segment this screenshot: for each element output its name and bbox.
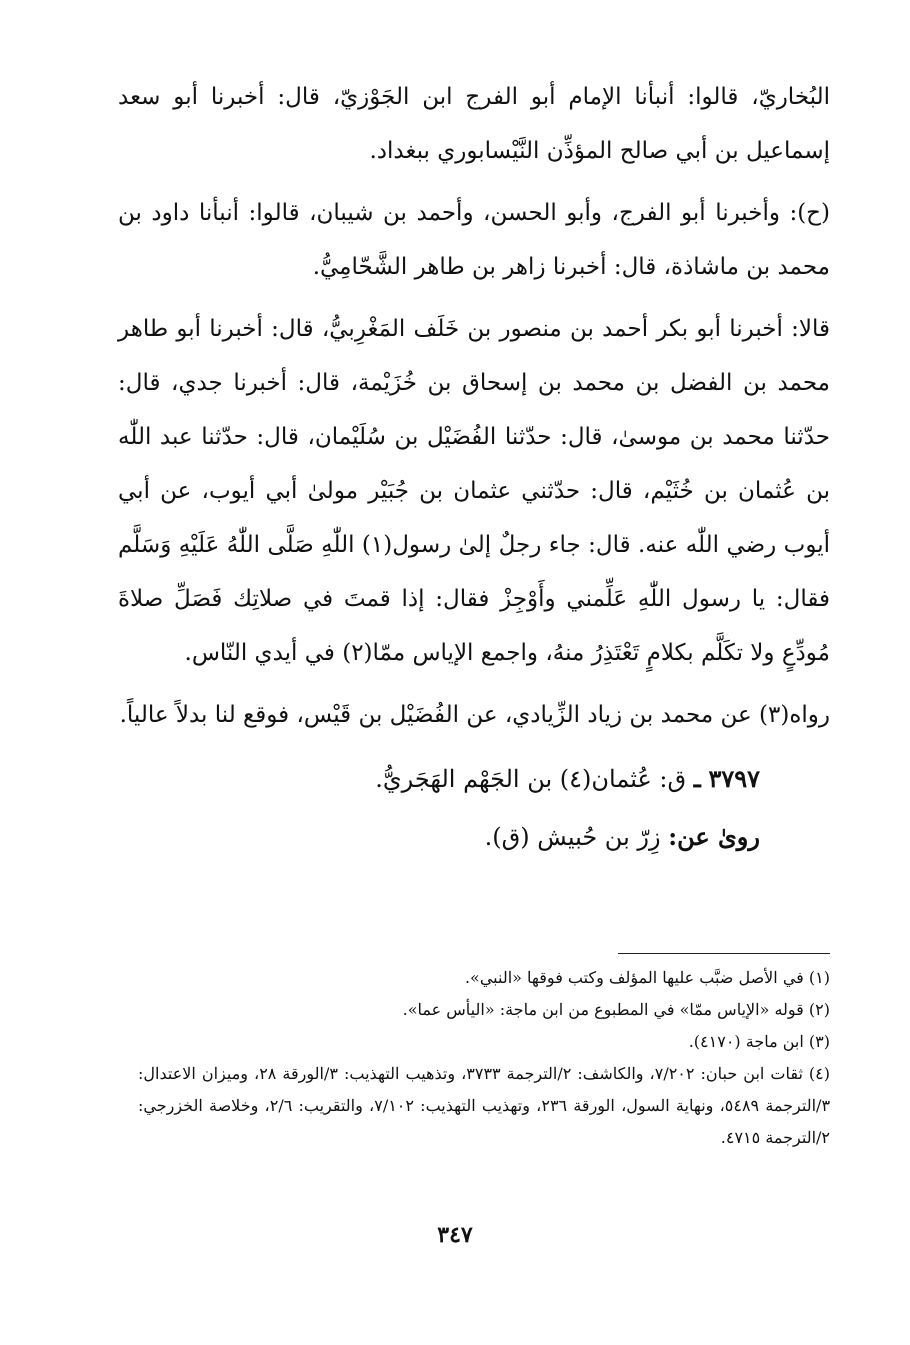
entry-narrated-from (118, 808, 760, 866)
footnote-1: (١) في الأصل ضبَّب عليها المؤلف وكتب فوقها «النبي». (464, 968, 830, 987)
narrated-value: زِرّ بن حُبيش (ق). (484, 823, 661, 851)
page-body (118, 70, 830, 866)
footnote-2: (٢) قوله «الإياس ممّا» في المطبوع من ابن ماجة: «اليأس عما». (402, 1000, 830, 1019)
paragraph-1: البُخاريّ، قالوا: أنبأنا الإمام أبو الفرج ابن الجَوْزيّ، قال: أخبرنا أبو سعد إسماعيل بن أبي صالح المؤذِّن النَّيْسابوري ببغداد. (118, 84, 830, 164)
footnote-divider (618, 953, 830, 954)
footnote-3: (٣) ابن ماجة (٤١٧٠). (688, 1032, 830, 1051)
footnotes (138, 962, 830, 1154)
entry-number: ٣٧٩٧ (708, 764, 760, 793)
paragraph-4: رواه(٣) عن محمد بن زياد الزِّيادي، عن الفُضَيْل بن قَيْس، فوقع لنا بدلاً عالياً. (119, 702, 830, 728)
entry-heading (118, 750, 760, 808)
biography-entry (118, 750, 760, 866)
page-number: ٣٤٧ (437, 1222, 473, 1248)
paragraph-2: (ح): وأخبرنا أبو الفرج، وأبو الحسن، وأحمد بن شيبان، قالوا: أنبأنا داود بن محمد بن ماشاذة، قال: أخبرنا زاهر بن طاهر الشَّحّامِيُّ. (118, 200, 830, 280)
narrated-label: روىٰ عن: (668, 822, 760, 851)
entry-dash: ـ (693, 764, 701, 793)
footnote-4: (٤) ثقات ابن حبان: ٧/٢٠٢، والكاشف: ٢/الترجمة ٣٧٣٣، وتذهيب التهذيب: ٣/الورقة ٢٨، وميزان الاعتدال: ٣/الترجمة ٥٤٨٩، ونهاية السول، الورقة ٢٣٦، وتهذيب التهذيب: ٧/١٠٢، والتقريب: ٢/٦، وخلاصة الخزرجي: ٢/الترجمة ٤٧١٥. (138, 1064, 831, 1147)
paragraph-3: قالا: أخبرنا أبو بكر أحمد بن منصور بن خَلَف المَغْرِبيُّ، قال: أخبرنا أبو طاهر محمد بن الفضل بن محمد بن إسحاق بن خُزَيْمة، قال: أخبرنا جدي، قال: حدّثنا محمد بن موسىٰ، قال: حدّثنا الفُضَيْل بن سُلَيْمان، قال: حدّثنا عبد اللّٰه بن عُثمان بن خُثَيْم، قال: حدّثني عثمان بن جُبَيْر مولىٰ أبي أيوب، عن أبي أيوب رضي اللّٰه عنه. قال: جاء رجلٌ إلىٰ رسول(١) اللّٰهِ صَلَّى اللّٰهُ عَلَيْهِ وَسَلَّم فقال: يا رسول اللّٰهِ عَلِّمني وأَوْجِزْ فقال: إذا قمتَ في صلاتِك فَصَلِّ صلاةَ مُودِّعٍ ولا تكَلَّم بكلامٍ تَعْتَذِرُ منهُ، واجمع الإياس ممّا(٢) في أيدي النّاس. (118, 316, 830, 666)
entry-title: ق: عُثمان(٤) بن الجَهْم الهَجَريُّ. (375, 765, 687, 793)
